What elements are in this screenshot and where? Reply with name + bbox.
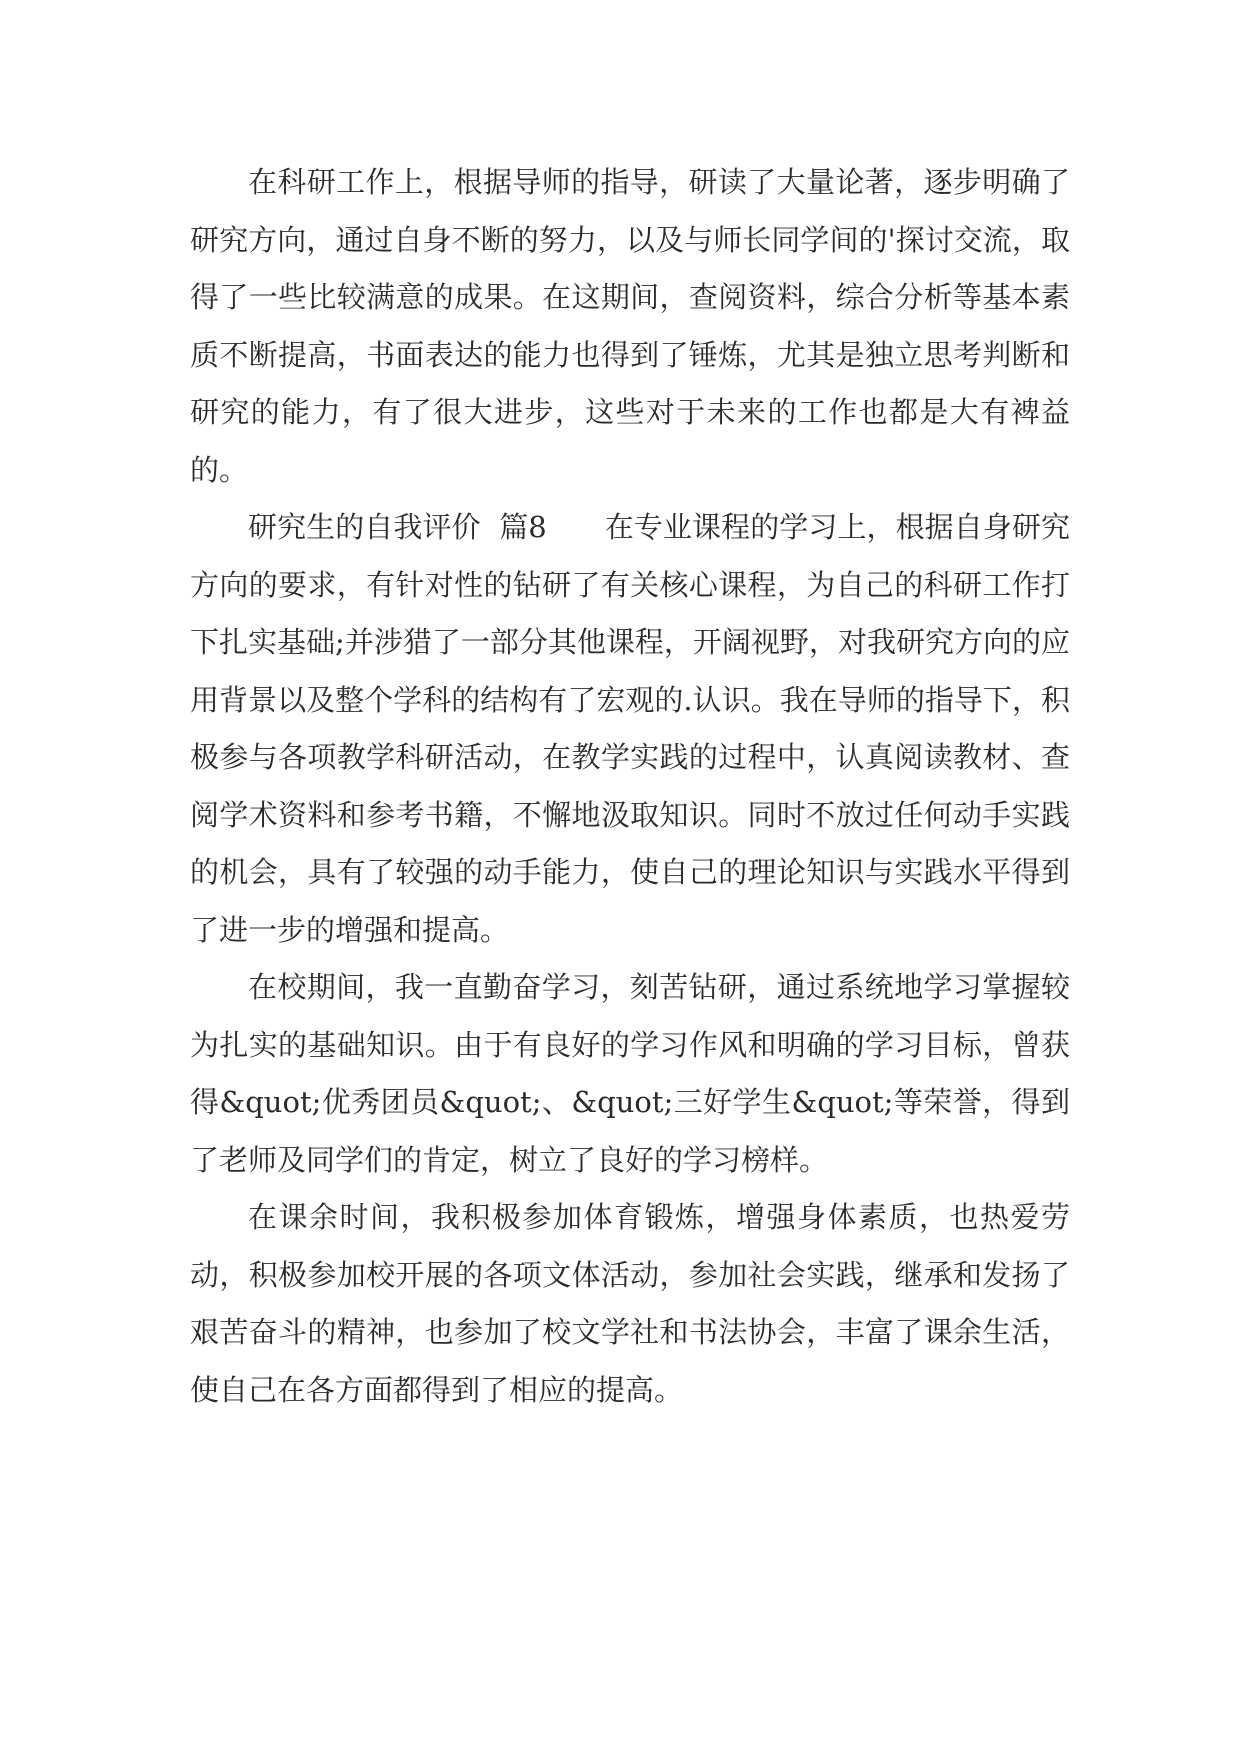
document-body [190,154,1070,1419]
paragraph-research-work: 在科研工作上，根据导师的指导，研读了大量论著，逐步明确了研究方向，通过自身不断的努力，以及与师长同学间的'探讨交流，取得了一些比较满意的成果。在这期间，查阅资料，综合分析等基本素质不断提高，书面表达的能力也得到了锤炼，尤其是独立思考判断和研究的能力，有了很大进步，这些对于未来的工作也都是大有裨益的。 [190,165,1070,487]
paragraph-school-study: 在校期间，我一直勤奋学习，刻苦钻研，通过系统地学习掌握较为扎实的基础知识。由于有良好的学习作风和明确的学习目标，曾获得&quot;优秀团员&quot;、&quot;三好学生&quot;等荣誉，得到了老师及同学们的肯定，树立了良好的学习榜样。 [190,970,1070,1177]
paragraph-coursework [190,499,1070,959]
section-heading: 研究生的自我评价 篇8 [248,510,547,544]
paragraph-extracurricular: 在课余时间，我积极参加体育锻炼，增强身体素质，也热爱劳动，积极参加校开展的各项文体活动，参加社会实践，继承和发扬了艰苦奋斗的精神，也参加了校文学社和书法协会，丰富了课余生活，使自己在各方面都得到了相应的提高。 [190,1200,1070,1407]
paragraph-coursework-text: 在专业课程的学习上，根据自身研究方向的要求，有针对性的钻研了有关核心课程，为自己的科研工作打下扎实基础;并涉猎了一部分其他课程，开阔视野，对我研究方向的应用背景以及整个学科的结构有了宏观的.认识。我在导师的指导下，积极参与各项教学科研活动，在教学实践的过程中，认真阅读教材、查阅学术资料和参考书籍，不懈地汲取知识。同时不放过任何动手实践的机会，具有了较强的动手能力，使自己的理论知识与实践水平得到了进一步的增强和提高。 [190,510,1070,947]
